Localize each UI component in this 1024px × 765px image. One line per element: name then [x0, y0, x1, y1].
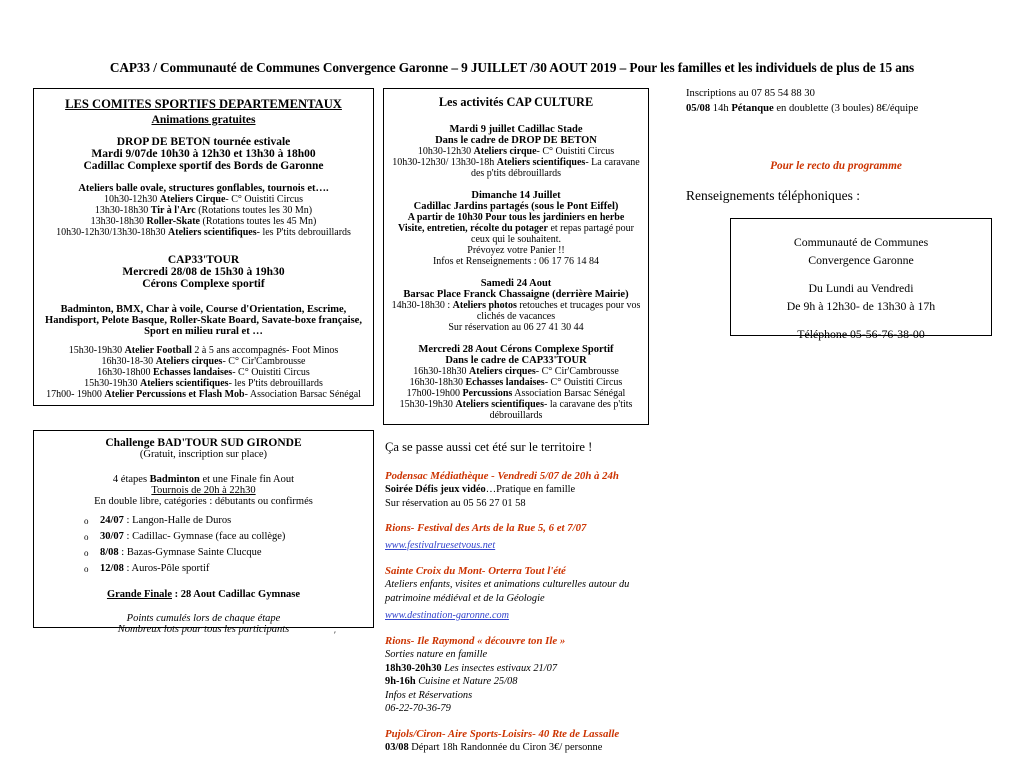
contact-phone: Téléphone 05-56-76-38-00 — [797, 327, 925, 341]
activity-line: 16h30-18h30 Echasses landaises- C° Ouistiti Circus — [409, 377, 623, 388]
activity-line: clichés de vacances — [476, 311, 556, 322]
cap33tour-sports-line: Handisport, Pelote Basque, Roller-Skate Board, Savate-boxe française, — [45, 315, 362, 326]
culture-event-subtitle: Dans le cadre de CAP33'TOUR — [445, 355, 587, 366]
drop-de-beton-title: DROP DE BETON tournée estivale — [116, 136, 291, 148]
activity-line: 10h30-12h30/ 13h30-18h Ateliers scientifiques- La caravane — [392, 157, 640, 168]
territoire-lead: Ça se passe aussi cet été sur le territoire ! — [385, 440, 593, 454]
activity-line: ceux qui le souhaitent. — [471, 234, 561, 245]
activity-line: 14h30-18h30 : Ateliers photos retouches et trucages pour vos — [391, 300, 641, 311]
event-title: Sainte Croix du Mont- Orterra Tout l'été — [385, 565, 566, 577]
list-item: o 12/08 : Auros-Pôle sportif — [100, 561, 365, 577]
drop-de-beton-activities: Ateliers balle ovale, structures gonflables, tournois et…. — [78, 183, 329, 194]
event-title: Podensac Médiathèque - Vendredi 5/07 de 20h à 24h — [385, 470, 619, 482]
activity-line: 16h30-18-30 Ateliers cirques- C° Cir'Cambrousse — [101, 356, 306, 367]
activity-line: 13h30-18h30 Roller-Skate (Rotations toutes les 45 Mn) — [90, 216, 317, 227]
activity-line: Visite, entretien, récolte du potager et repas partagé pour — [397, 223, 635, 234]
drop-de-beton-place: Cadillac Complexe sportif des Bords de Garonne — [83, 160, 324, 172]
decorative-mark: ′ — [334, 630, 336, 640]
comites-heading: LES COMITES SPORTIFS DEPARTEMENTAUX — [65, 97, 342, 111]
challenge-tournament-hours: Tournois de 20h à 22h30 — [151, 485, 256, 496]
challenge-footnote: Nombreux lots pour tous les participants — [117, 624, 290, 635]
territoire-event — [385, 521, 685, 553]
inscriptions-line: Inscriptions au 07 85 54 88 30 — [686, 88, 815, 99]
cap33tour-sports-line: Badminton, BMX, Char à voile, Course d'Orientation, Escrime, — [60, 304, 347, 315]
challenge-finale: Grande Finale : 28 Aout Cadillac Gymnase — [106, 589, 301, 600]
event-line: 9h-16h Cuisine et Nature 25/08 — [385, 676, 518, 687]
activity-line: Prévoyez votre Panier !! — [467, 245, 565, 256]
activity-line: Infos et Renseignements : 06 17 76 14 84 — [432, 256, 600, 267]
list-item: o 8/08 : Bazas-Gymnase Sainte Clucque — [100, 545, 365, 561]
activity-line: 17h00- 19h00 Atelier Percussions et Flash Mob- Association Barsac Sénégal — [46, 389, 361, 400]
contact-line: De 9h à 12h30- de 13h30 à 17h — [786, 299, 936, 313]
activity-line: 16h30-18h30 Ateliers cirques- C° Cir'Cambrousse — [413, 366, 619, 377]
challenge-footnote: Points cumulés lors de chaque étape — [126, 613, 281, 624]
event-line: 06-22-70-36-79 — [385, 703, 451, 714]
activity-line: 16h30-18h00 Echasses landaises- C° Ouistiti Circus — [97, 367, 310, 378]
territoire-event — [385, 469, 685, 510]
contact-line: Du Lundi au Vendredi — [808, 281, 914, 295]
activity-line: 10h30-12h30/13h30-18h30 Ateliers scientifiques- les P'tits debrouillards — [56, 227, 351, 238]
activity-line: 15h30-19h30 Ateliers scientifiques- les P'tits debrouillards — [84, 378, 323, 389]
activity-line: Sur réservation au 06 27 41 30 44 — [448, 322, 584, 333]
culture-event-title: Dimanche 14 Juillet — [471, 190, 561, 201]
activity-line: des p'tits débrouillards — [470, 168, 562, 179]
culture-event-subtitle: Cadillac Jardins partagés (sous le Pont Eiffel) — [413, 201, 619, 212]
event-line: Ateliers enfants, visites et animations culturelles autour du — [385, 579, 630, 590]
activity-line: 17h00-19h00 Percussions Association Barsac Sénégal — [406, 388, 626, 399]
list-item: o 30/07 : Cadillac- Gymnase (face au collège) — [100, 529, 365, 545]
inscriptions-block — [686, 86, 986, 116]
challenge-categories: En double libre, catégories : débutants ou confirmés — [94, 496, 313, 507]
contact-box — [730, 218, 992, 341]
event-line: Soirée Défis jeux vidéo…Pratique en famille — [385, 484, 576, 495]
cap33tour-place: Cérons Complexe sportif — [142, 278, 265, 290]
challenge-stages-line: 4 étapes Badminton et une Finale fin Aout — [112, 474, 295, 485]
activity-line: A partir de 10h30 Pour tous les jardiniers en herbe — [407, 212, 625, 223]
event-line: 03/08 Départ 18h Randonnée du Ciron 3€/ personne — [385, 741, 603, 753]
page-title: CAP33 / Communauté de Communes Convergence Garonne – 9 JUILLET /30 AOUT 2019 – Pour les familles et les individuels de plus de 15 ans — [109, 60, 915, 75]
activity-line: 15h30-19h30 Ateliers scientifiques- la caravane des p'tits — [399, 399, 633, 410]
section-comites-sportifs — [33, 88, 374, 406]
cap33tour-sports-line: Sport en milieu rural et … — [144, 326, 263, 337]
contact-line: Communauté de Communes — [793, 235, 929, 249]
event-link[interactable]: www.festivalruesetvous.net — [385, 540, 496, 551]
event-line: Infos et Réservations — [385, 689, 473, 701]
culture-event-title: Mardi 9 juillet Cadillac Stade — [449, 124, 583, 135]
event-title: Pujols/Ciron- Aire Sports-Loisirs- 40 Rte de Lassalle — [385, 727, 620, 740]
cap33tour-title: CAP33'TOUR — [167, 254, 240, 266]
petanque-line: 05/08 14h Pétanque en doublette (3 boules) 8€/équipe — [686, 103, 919, 114]
section-challenge-badtour — [33, 430, 374, 635]
activity-line: 13h30-18h30 Tir à l'Arc (Rotations toutes les 30 Mn) — [94, 205, 313, 216]
section-cap-culture — [383, 88, 649, 425]
event-line: Sorties nature en famille — [385, 649, 488, 660]
territoire-event — [385, 564, 685, 623]
event-link[interactable]: www.destination-garonne.com — [385, 610, 509, 621]
activity-line: 10h30-12h30 Ateliers Cirque- C° Ouistiti Circus — [103, 194, 304, 205]
section-territoire — [385, 440, 685, 765]
culture-event-title: Mercredi 28 Aout Cérons Complexe Sportif — [418, 344, 614, 355]
culture-event-subtitle: Barsac Place Franck Chassaigne (derrière Mairie) — [403, 289, 629, 300]
activity-line: débrouillards — [489, 410, 543, 421]
activity-line: 10h30-12h30 Ateliers cirque- C° Ouistiti Circus — [417, 146, 615, 157]
event-title: Rions- Ile Raymond « découvre ton Ile » — [385, 635, 566, 647]
activity-line: 15h30-19h30 Atelier Football 2 à 5 ans accompagnés- Foot Minos — [68, 345, 339, 356]
challenge-title: Challenge BAD'TOUR SUD GIRONDE — [105, 437, 302, 449]
event-line: 18h30-20h30 Les insectes estivaux 21/07 — [385, 662, 558, 674]
drop-de-beton-dates: Mardi 9/07de 10h30 à 12h30 et 13h30 à 18h00 — [91, 148, 316, 160]
territoire-event — [385, 727, 685, 755]
recto-note: Pour le recto du programme — [770, 160, 902, 172]
comites-subheading: Animations gratuites — [151, 113, 256, 126]
event-title: Rions- Festival des Arts de la Rue 5, 6 et 7/07 — [385, 522, 587, 534]
event-line: patrimoine médiéval et de la Géologie — [385, 592, 545, 604]
challenge-stage-list — [42, 513, 365, 577]
culture-event-subtitle: Dans le cadre de DROP DE BETON — [435, 135, 597, 146]
cap33tour-date: Mercredi 28/08 de 15h30 à 19h30 — [122, 266, 285, 278]
event-line: Sur réservation au 05 56 27 01 58 — [385, 497, 526, 509]
culture-event-title: Samedi 24 Aout — [480, 278, 552, 289]
list-item: o 24/07 : Langon-Halle de Duros — [100, 513, 365, 529]
contact-line: Convergence Garonne — [808, 253, 914, 267]
territoire-event — [385, 634, 685, 716]
renseignements-heading: Renseignements téléphoniques : — [686, 188, 860, 203]
cap-culture-title: Les activités CAP CULTURE — [438, 95, 594, 109]
challenge-subtitle: (Gratuit, inscription sur place) — [139, 449, 268, 460]
